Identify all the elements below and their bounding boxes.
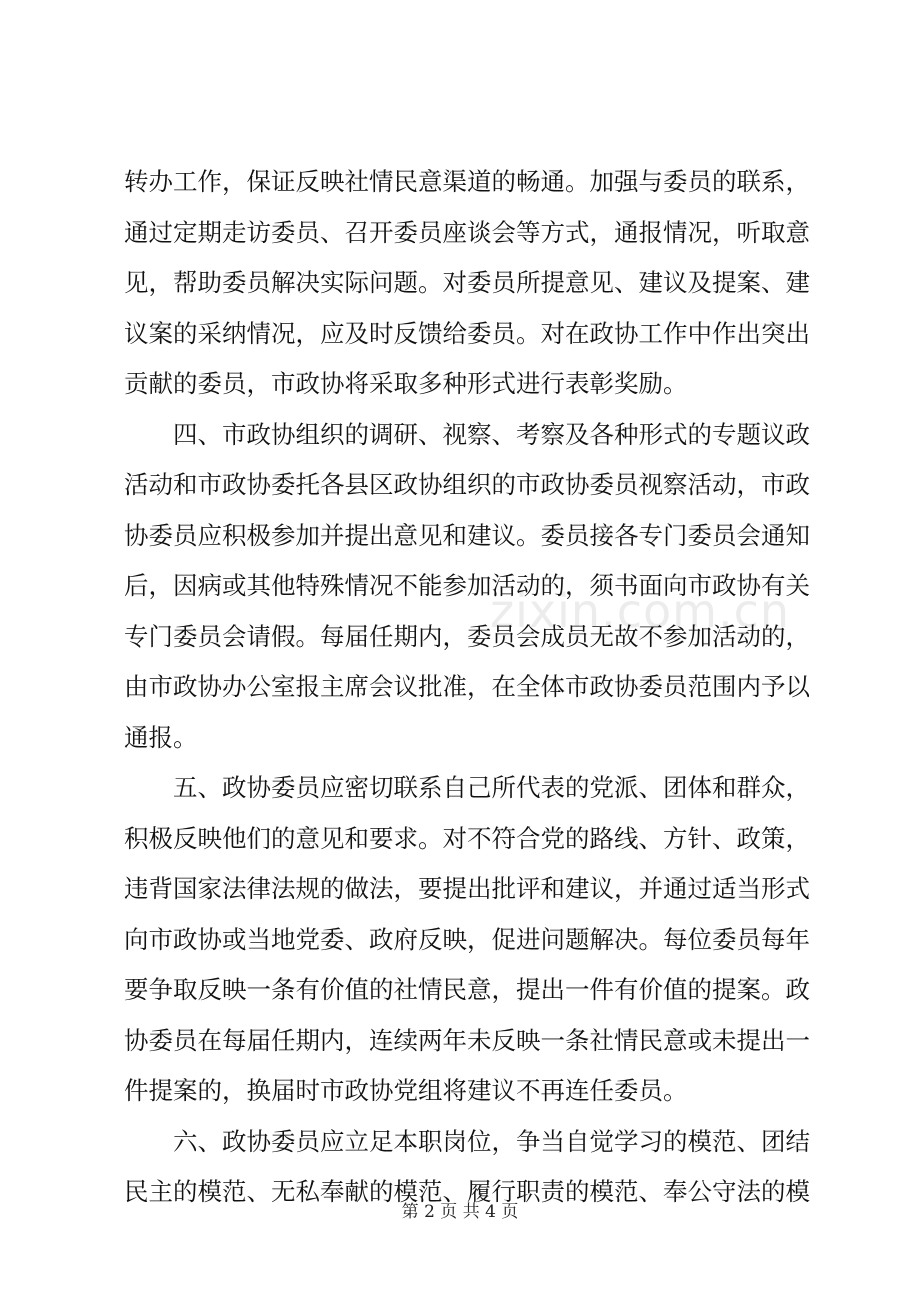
text-line: 要争取反映一条有价值的社情民意，提出一件有价值的提案。政 xyxy=(124,975,810,1004)
text-line: 民主的模范、无私奉献的模范、履行职责的模范、奉公守法的模 xyxy=(124,1177,810,1206)
text-line: 积极反映他们的意见和要求。对不符合党的路线、方针、政策， xyxy=(124,824,810,853)
watermark: zixin.com.cn xyxy=(490,584,791,638)
text-line: 专门委员会请假。每届任期内，委员会成员无故不参加活动的， xyxy=(124,622,810,651)
text-line: 通过定期走访委员、召开委员座谈会等方式，通报情况，听取意 xyxy=(124,218,810,247)
text-line: 议案的采纳情况，应及时反馈给委员。对在政协工作中作出突出 xyxy=(124,319,810,348)
text-line: 违背国家法律法规的做法，要提出批评和建议，并通过适当形式 xyxy=(124,874,810,903)
paragraph-start-line: 五、政协委员应密切联系自己所代表的党派、团体和群众， xyxy=(173,773,810,802)
text-line: 贡献的委员，市政协将采取多种形式进行表彰奖励。 xyxy=(124,369,688,398)
paragraph-start-line: 六、政协委员应立足本职岗位，争当自觉学习的模范、团结 xyxy=(173,1127,810,1156)
text-line: 协委员应积极参加并提出意见和建议。委员接各专门委员会通知 xyxy=(124,521,810,550)
text-line: 通报。 xyxy=(124,723,198,752)
page-footer: 第 2 页 共 4 页 xyxy=(401,1202,519,1222)
text-line: 见，帮助委员解决实际问题。对委员所提意见、建议及提案、建 xyxy=(124,268,810,297)
text-line: 后，因病或其他特殊情况不能参加活动的，须书面向市政协有关 xyxy=(124,571,810,600)
paragraph-start-line: 四、市政协组织的调研、视察、考察及各种形式的专题议政 xyxy=(173,420,810,449)
text-line: 转办工作，保证反映社情民意渠道的畅通。加强与委员的联系， xyxy=(124,167,810,196)
text-line: 由市政协办公室报主席会议批准，在全体市政协委员范围内予以 xyxy=(124,672,810,701)
text-line: 活动和市政协委托各县区政协组织的市政协委员视察活动，市政 xyxy=(124,470,810,499)
text-line: 件提案的，换届时市政协党组将建议不再连任委员。 xyxy=(124,1076,688,1105)
text-line: 协委员在每届任期内，连续两年未反映一条社情民意或未提出一 xyxy=(124,1026,810,1055)
text-line: 向市政协或当地党委、政府反映，促进问题解决。每位委员每年 xyxy=(124,925,810,954)
